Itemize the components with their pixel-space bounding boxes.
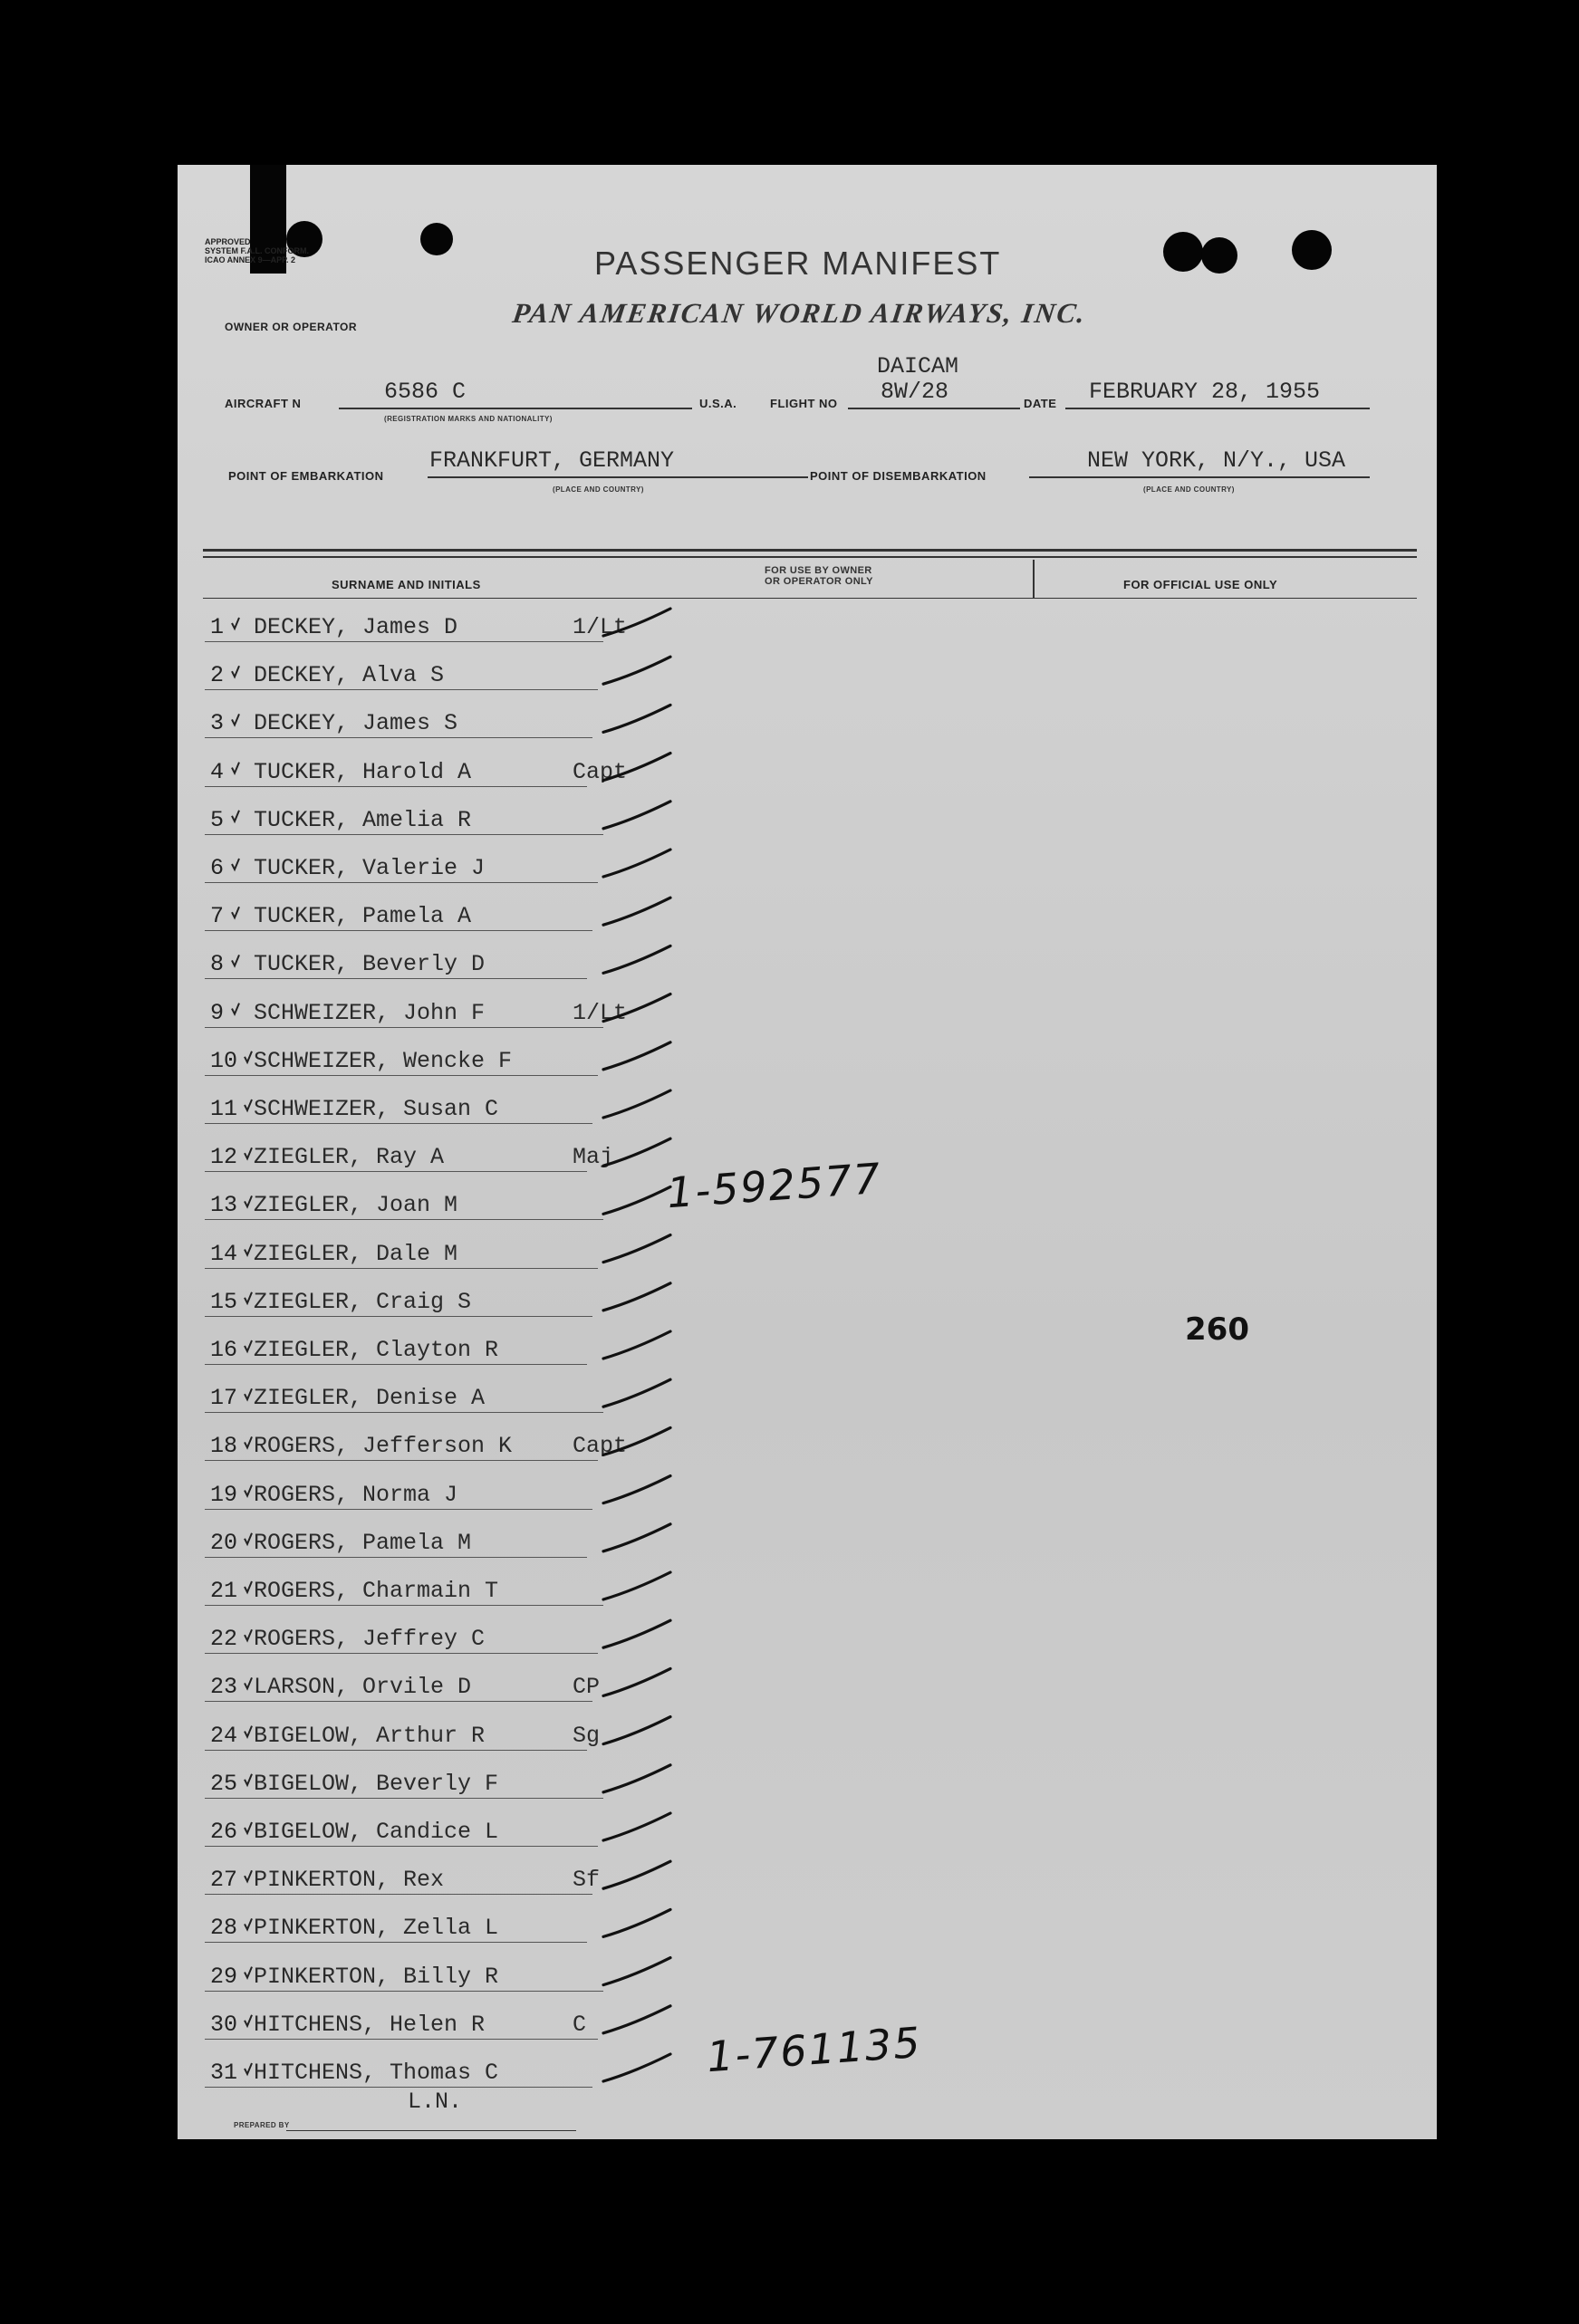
- handwritten-check-stroke: [603, 802, 670, 829]
- passenger-rank: Capt: [573, 758, 628, 785]
- passenger-name: TUCKER, Valerie J: [254, 855, 486, 881]
- handwritten-check-stroke: [603, 1379, 670, 1407]
- column-header-owner-use-2: OR OPERATOR ONLY: [765, 576, 873, 587]
- passenger-name: TUCKER, Amelia R: [254, 806, 472, 833]
- aircraft-value: 6586 C: [384, 379, 467, 405]
- passenger-rank: CP: [573, 1674, 601, 1701]
- page-title: PASSENGER MANIFEST: [594, 245, 1002, 282]
- embarkation-value: FRANKFURT, GERMANY: [429, 447, 675, 474]
- handwritten-check-stroke: [603, 1042, 670, 1070]
- passenger-number: 20: [210, 1529, 238, 1556]
- date-value: FEBRUARY 28, 1955: [1089, 379, 1321, 405]
- passenger-number: 25: [210, 1770, 238, 1797]
- passenger-number: 28: [210, 1915, 238, 1942]
- prepared-by-label: PREPARED BY: [234, 2121, 290, 2129]
- passenger-name: TUCKER, Beverly D: [254, 951, 486, 978]
- passenger-number: 4: [210, 758, 225, 785]
- check-mark: [245, 1148, 252, 1158]
- check-mark: [245, 1292, 252, 1303]
- passenger-name: DECKEY, Alva S: [254, 662, 445, 689]
- check-mark: [245, 1388, 252, 1399]
- check-mark: [232, 666, 239, 677]
- flight-label: FLIGHT NO: [770, 397, 838, 410]
- handwritten-check-stroke: [603, 1572, 670, 1599]
- check-mark: [245, 1244, 252, 1255]
- passenger-rank: Sf: [573, 1867, 601, 1894]
- passenger-number: 8: [210, 951, 225, 978]
- passenger-number: 27: [210, 1867, 238, 1894]
- handwritten-check-stroke: [603, 1717, 670, 1744]
- passenger-name: ZIEGLER, Clayton R: [254, 1337, 499, 1363]
- handwritten-check-stroke: [603, 1861, 670, 1888]
- passenger-number: 31: [210, 2060, 238, 2086]
- check-mark: [232, 714, 239, 725]
- passenger-rank: 1/Lt: [573, 614, 628, 640]
- passenger-number: 30: [210, 2011, 238, 2038]
- passenger-name: ROGERS, Jefferson K: [254, 1433, 513, 1460]
- owner-label: OWNER OR OPERATOR: [225, 321, 358, 333]
- date-label: DATE: [1024, 397, 1057, 410]
- check-mark: [245, 1726, 252, 1737]
- passenger-rank: Sg: [573, 1722, 601, 1749]
- check-mark: [245, 1581, 252, 1592]
- check-mark: [245, 1485, 252, 1496]
- check-mark: [245, 1967, 252, 1978]
- prepared-by-value: L.N.: [408, 2089, 463, 2115]
- passenger-number: 10: [210, 1047, 238, 1074]
- check-mark: [232, 859, 239, 869]
- handwritten-check-stroke: [603, 898, 670, 925]
- handwritten-check-stroke: [603, 705, 670, 732]
- check-mark: [232, 618, 239, 629]
- owner-value: PAN AMERICAN WORLD AIRWAYS, INC.: [510, 297, 1089, 329]
- check-mark: [245, 1629, 252, 1640]
- disembarkation-value: NEW YORK, N/Y., USA: [1087, 447, 1346, 474]
- passenger-name: ROGERS, Charmain T: [254, 1578, 499, 1604]
- handwritten-check-stroke: [603, 1524, 670, 1551]
- column-header-owner-use: FOR USE BY OWNER: [765, 565, 872, 576]
- passenger-name: PINKERTON, Zella L: [254, 1915, 499, 1942]
- passenger-name: ZIEGLER, Joan M: [254, 1192, 458, 1219]
- approval-line: ICAO ANNEX 9—APP. 2: [205, 255, 296, 264]
- handwritten-check-stroke: [603, 1620, 670, 1647]
- approval-line: SYSTEM F.A.L. CONFORM.: [205, 246, 310, 255]
- passenger-number: 7: [210, 903, 225, 930]
- handwritten-check-stroke: [603, 1283, 670, 1311]
- check-mark: [245, 1533, 252, 1544]
- handwritten-check-stroke: [603, 1186, 670, 1214]
- aircraft-sublabel: (REGISTRATION MARKS AND NATIONALITY): [384, 415, 553, 423]
- handwritten-check-stroke: [603, 1765, 670, 1792]
- passenger-rank: C: [573, 2011, 587, 2038]
- passenger-name: DECKEY, James S: [254, 710, 458, 737]
- handwritten-check-stroke: [603, 1138, 670, 1166]
- passenger-name: SCHWEIZER, Susan C: [254, 1096, 499, 1122]
- passenger-name: SCHWEIZER, John F: [254, 999, 486, 1026]
- passenger-number: 3: [210, 710, 225, 737]
- handwritten-check-stroke: [603, 2054, 670, 2081]
- check-marks-layer: [178, 165, 1437, 2139]
- handwritten-check-stroke: [603, 1668, 670, 1695]
- usa-label: U.S.A.: [699, 397, 737, 410]
- passenger-number: 13: [210, 1192, 238, 1219]
- passenger-name: TUCKER, Harold A: [254, 758, 472, 785]
- passenger-number: 2: [210, 662, 225, 689]
- passenger-number: 9: [210, 999, 225, 1026]
- check-mark: [245, 1822, 252, 1833]
- passenger-name: DECKEY, James D: [254, 614, 458, 640]
- handwritten-check-stroke: [603, 1476, 670, 1503]
- passenger-name: ROGERS, Jeffrey C: [254, 1626, 486, 1653]
- column-header-surname: SURNAME AND INITIALS: [332, 578, 481, 591]
- passenger-number: 18: [210, 1433, 238, 1460]
- handwritten-number-2: 1-761135: [705, 2017, 924, 2082]
- check-mark: [232, 955, 239, 965]
- passenger-name: ROGERS, Pamela M: [254, 1529, 472, 1556]
- handwritten-check-stroke: [603, 1235, 670, 1263]
- check-mark: [245, 1918, 252, 1929]
- passenger-name: BIGELOW, Beverly F: [254, 1770, 499, 1797]
- handwritten-check-stroke: [603, 657, 670, 684]
- passenger-name: HITCHENS, Helen R: [254, 2011, 486, 2038]
- check-mark: [232, 1004, 239, 1014]
- passenger-name: SCHWEIZER, Wencke F: [254, 1047, 513, 1074]
- passenger-name: ZIEGLER, Ray A: [254, 1144, 445, 1171]
- passenger-name: BIGELOW, Arthur R: [254, 1722, 486, 1749]
- passenger-rank: 1/Lt: [573, 999, 628, 1026]
- passenger-name: PINKERTON, Billy R: [254, 1963, 499, 1990]
- passenger-number: 17: [210, 1385, 238, 1412]
- flight-value: 8W/28: [881, 379, 949, 405]
- passenger-number: 14: [210, 1240, 238, 1267]
- check-mark: [245, 1052, 252, 1062]
- disembarkation-label: POINT OF DISEMBARKATION: [810, 469, 987, 483]
- passenger-name: LARSON, Orvile D: [254, 1674, 472, 1701]
- check-mark: [245, 1870, 252, 1881]
- passenger-number: 23: [210, 1674, 238, 1701]
- handwritten-check-stroke: [603, 1958, 670, 1985]
- passenger-rank: Maj: [573, 1144, 614, 1171]
- manifest-sheet: [178, 165, 1437, 2139]
- handwritten-number-1: 1-592577: [665, 1153, 884, 1218]
- check-mark: [232, 763, 239, 773]
- handwritten-check-stroke: [603, 1331, 670, 1359]
- passenger-number: 12: [210, 1144, 238, 1171]
- check-mark: [245, 2015, 252, 2026]
- passenger-name: ROGERS, Norma J: [254, 1481, 458, 1508]
- passenger-name: PINKERTON, Rex: [254, 1867, 445, 1894]
- passenger-number: 16: [210, 1337, 238, 1363]
- handwritten-check-stroke: [603, 994, 670, 1022]
- passenger-number: 22: [210, 1626, 238, 1653]
- passenger-number: 5: [210, 806, 225, 833]
- passenger-number: 29: [210, 1963, 238, 1990]
- passenger-name: BIGELOW, Candice L: [254, 1819, 499, 1845]
- passenger-number: 21: [210, 1578, 238, 1604]
- passenger-number: 26: [210, 1819, 238, 1845]
- passenger-number: 6: [210, 855, 225, 881]
- handwritten-check-stroke: [603, 1813, 670, 1840]
- check-mark: [245, 1774, 252, 1785]
- disembarkation-sublabel: (PLACE AND COUNTRY): [1143, 485, 1235, 494]
- check-mark: [245, 1340, 252, 1351]
- passenger-name: ZIEGLER, Dale M: [254, 1240, 458, 1267]
- embarkation-sublabel: (PLACE AND COUNTRY): [553, 485, 644, 494]
- handwritten-check-stroke: [603, 1427, 670, 1455]
- check-mark: [245, 2063, 252, 2074]
- handwritten-check-stroke: [603, 946, 670, 973]
- passenger-number: 15: [210, 1288, 238, 1315]
- aircraft-label: AIRCRAFT N: [225, 397, 302, 410]
- check-mark: [245, 1436, 252, 1447]
- check-mark: [245, 1196, 252, 1206]
- check-mark: [245, 1100, 252, 1110]
- handwritten-check-stroke: [603, 2006, 670, 2033]
- check-mark: [245, 1677, 252, 1688]
- stamp-number: 260: [1185, 1311, 1249, 1348]
- handwritten-check-stroke: [603, 754, 670, 781]
- approval-line: APPROVED: [205, 237, 251, 246]
- passenger-number: 11: [210, 1096, 238, 1122]
- passenger-rank: Capt: [573, 1433, 628, 1460]
- handwritten-check-stroke: [603, 1090, 670, 1118]
- handwritten-check-stroke: [603, 850, 670, 877]
- handwritten-check-stroke: [603, 1909, 670, 1936]
- passenger-number: 24: [210, 1722, 238, 1749]
- handwritten-check-stroke: [603, 609, 670, 636]
- passenger-name: TUCKER, Pamela A: [254, 903, 472, 930]
- passenger-number: 1: [210, 614, 225, 640]
- passenger-name: HITCHENS, Thomas C: [254, 2060, 499, 2086]
- passenger-number: 19: [210, 1481, 238, 1508]
- passenger-name: ZIEGLER, Craig S: [254, 1288, 472, 1315]
- embarkation-label: POINT OF EMBARKATION: [228, 469, 384, 483]
- passenger-name: ZIEGLER, Denise A: [254, 1385, 486, 1412]
- column-header-official: FOR OFFICIAL USE ONLY: [1123, 578, 1278, 591]
- check-mark: [232, 811, 239, 821]
- flight-value-top: DAICAM: [877, 353, 959, 379]
- check-mark: [232, 907, 239, 917]
